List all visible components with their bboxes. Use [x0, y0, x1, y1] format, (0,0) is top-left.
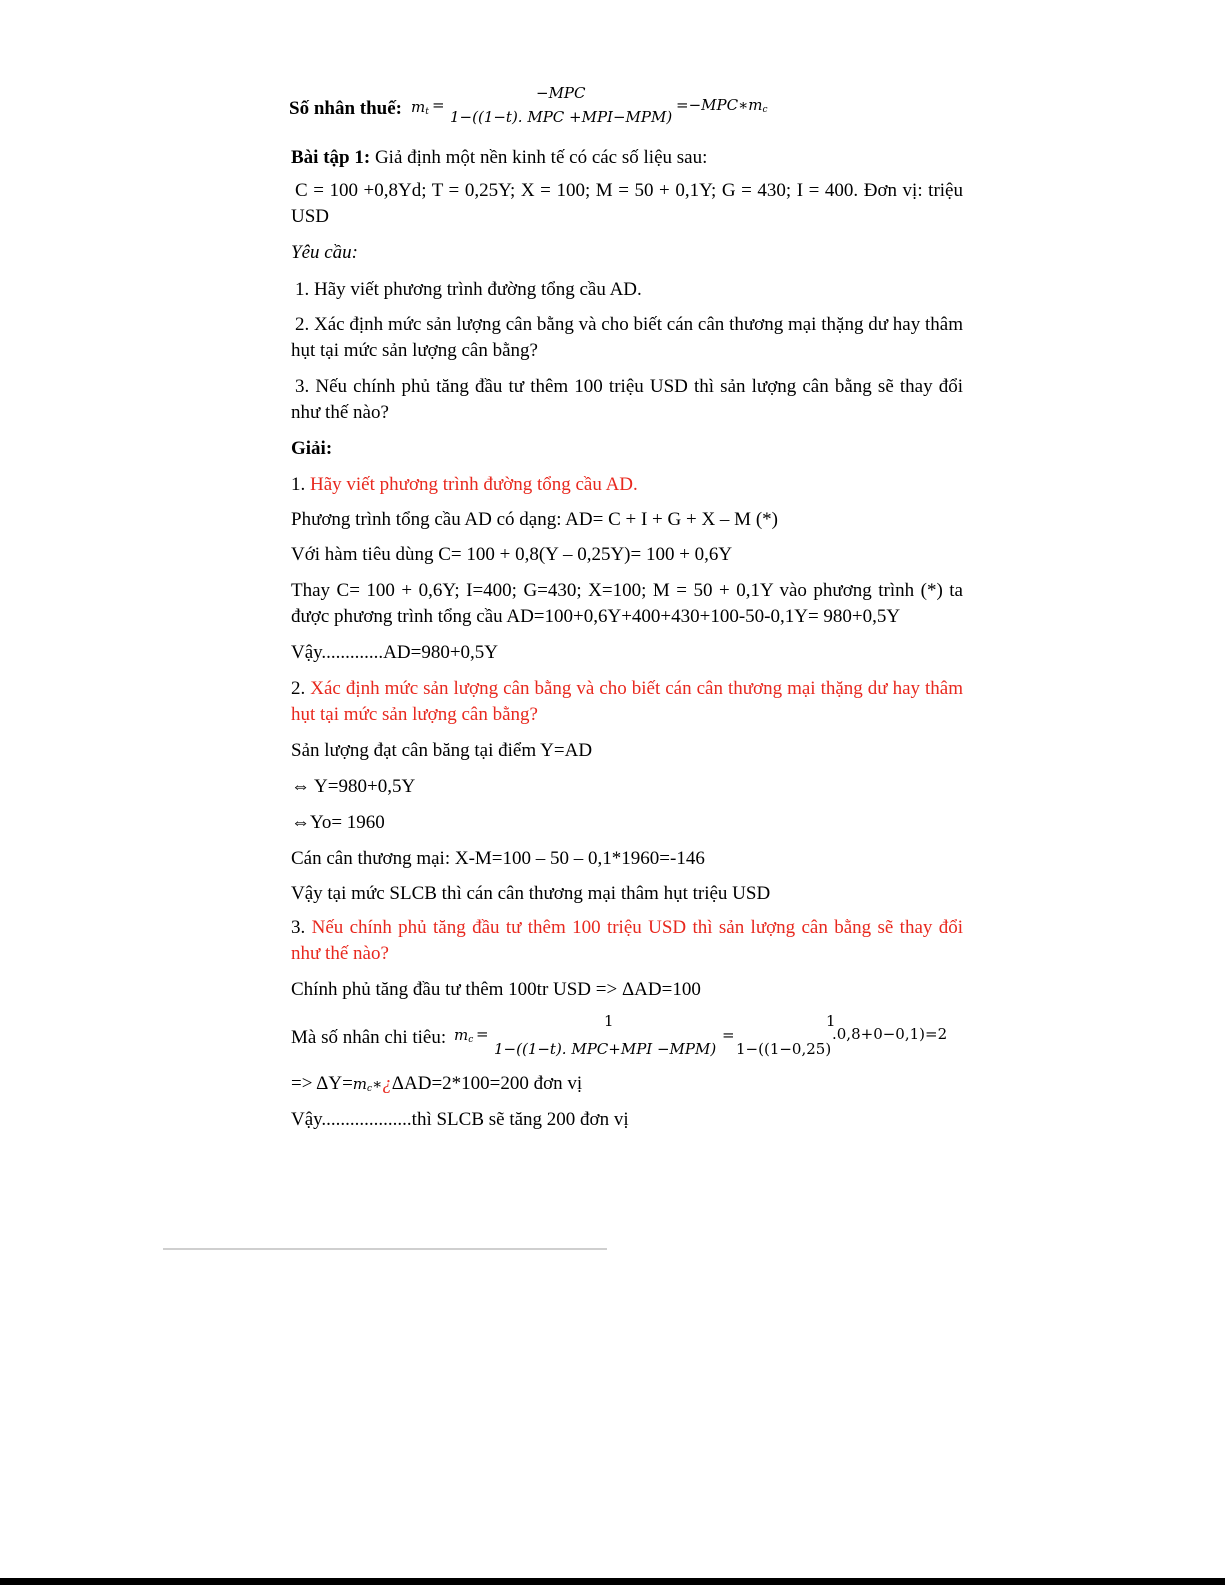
spending-multiplier-num-1: 1 [604, 1012, 614, 1030]
solution-3-line-4: Vậy...................thì SLCB sẽ tăng 200 đơn vị [291, 1109, 629, 1130]
tax-multiplier-numerator: −MPC [536, 84, 586, 102]
solution-title: Giải: [291, 438, 333, 459]
solution-2-heading: 2. Xác định mức sản lượng cân bằng và cho biết cán cân thương mại thặng dư hay thâm hụt tại mức sản lượng cân bằng? [291, 678, 963, 725]
question-2: 2. Xác định mức sản lượng cân bằng và cho biết cán cân thương mại thặng dư hay thâm hụt tại mức sản lượng cân bằng? [291, 314, 963, 361]
solution-1-line-1: Phương trình tổng cầu AD có dạng: AD= C + I + G + X – M (*) [291, 509, 778, 530]
spending-multiplier-den-1: 1−((1−t). MPC+MPI −MPM) [494, 1040, 717, 1058]
spending-multiplier-den-2: 1−((1−0,25) [736, 1040, 832, 1058]
page-bottom-border [0, 1578, 1225, 1585]
spending-multiplier-eq: = [476, 1025, 489, 1043]
solution-3-heading: 3. Nếu chính phủ tăng đầu tư thêm 100 triệu USD thì sản lượng cân bằng sẽ thay đổi như thế nào? [291, 917, 963, 964]
tax-multiplier-denominator: 1−((1−t). MPC +MPI−MPM) [450, 108, 673, 126]
spending-multiplier-m: $m_c$ [454, 1026, 474, 1045]
exercise-data: C = 100 +0,8Yd; T = 0,25Y; X = 100; M = 50 + 0,1Y; G = 430; I = 400. Đơn vị: triệu USD [291, 180, 963, 227]
solution-2-line-4: Cán cân thương mại: X-M=100 – 50 – 0,1*1960=-146 [291, 848, 705, 869]
question-3: 3. Nếu chính phủ tăng đầu tư thêm 100 triệu USD thì sản lượng cân bằng sẽ thay đổi như thế nào? [291, 376, 963, 423]
solution-1-line-3: Thay C= 100 + 0,6Y; I=400; G=430; X=100; M = 50 + 0,1Y vào phương trình (*) ta được phương trình tổng cầu AD=100+0,6Y+400+430+100-50-0,1Y= 980+0,5Y [291, 580, 963, 627]
tax-multiplier-m: $m_t$ [411, 98, 429, 117]
exercise-heading: Bài tập 1: Giả định một nền kinh tế có các số liệu sau: [291, 147, 708, 168]
solution-1-line-2: Với hàm tiêu dùng C= 100 + 0,8(Y – 0,25Y)= 100 + 0,6Y [291, 544, 733, 565]
tax-multiplier-label: Số nhân thuế: [289, 98, 402, 119]
requirements-label: Yêu cầu: [291, 242, 359, 263]
spending-multiplier-label: Mà số nhân chi tiêu: [291, 1027, 447, 1048]
solution-1-heading: 1. Hãy viết phương trình đường tổng cầu AD. [291, 474, 638, 495]
solution-2-line-1: Sản lượng đạt cân băng tại điểm Y=AD [291, 740, 593, 761]
solution-2-line-2: ⇔ Y=980+0,5Y [291, 776, 416, 797]
spending-multiplier-num-2: 1 [826, 1012, 836, 1030]
solution-2-line-3: ⇔Yo= 1960 [291, 812, 385, 833]
spending-multiplier-eq-2: = [722, 1026, 735, 1044]
spending-multiplier-tail: .0,8+0−0,1)=2 [832, 1025, 948, 1043]
footnote-divider [163, 1248, 607, 1250]
tax-multiplier-eq: = [432, 96, 445, 114]
question-1: 1. Hãy viết phương trình đường tổng cầu AD. [295, 279, 642, 300]
solution-2-line-5: Vậy tại mức SLCB thì cán cân thương mại thâm hụt triệu USD [291, 883, 771, 904]
solution-1-line-4: Vậy.............AD=980+0,5Y [291, 642, 499, 663]
solution-3-line-3: => $\Delta Y=m_c∗¿\Delta AD=2*100=200$ đơn vị [291, 1073, 583, 1094]
solution-3-line-1: Chính phủ tăng đầu tư thêm 100tr USD => ΔAD=100 [291, 979, 701, 1000]
tax-multiplier-rhs: $=-MPC∗m_c$ [676, 96, 768, 115]
